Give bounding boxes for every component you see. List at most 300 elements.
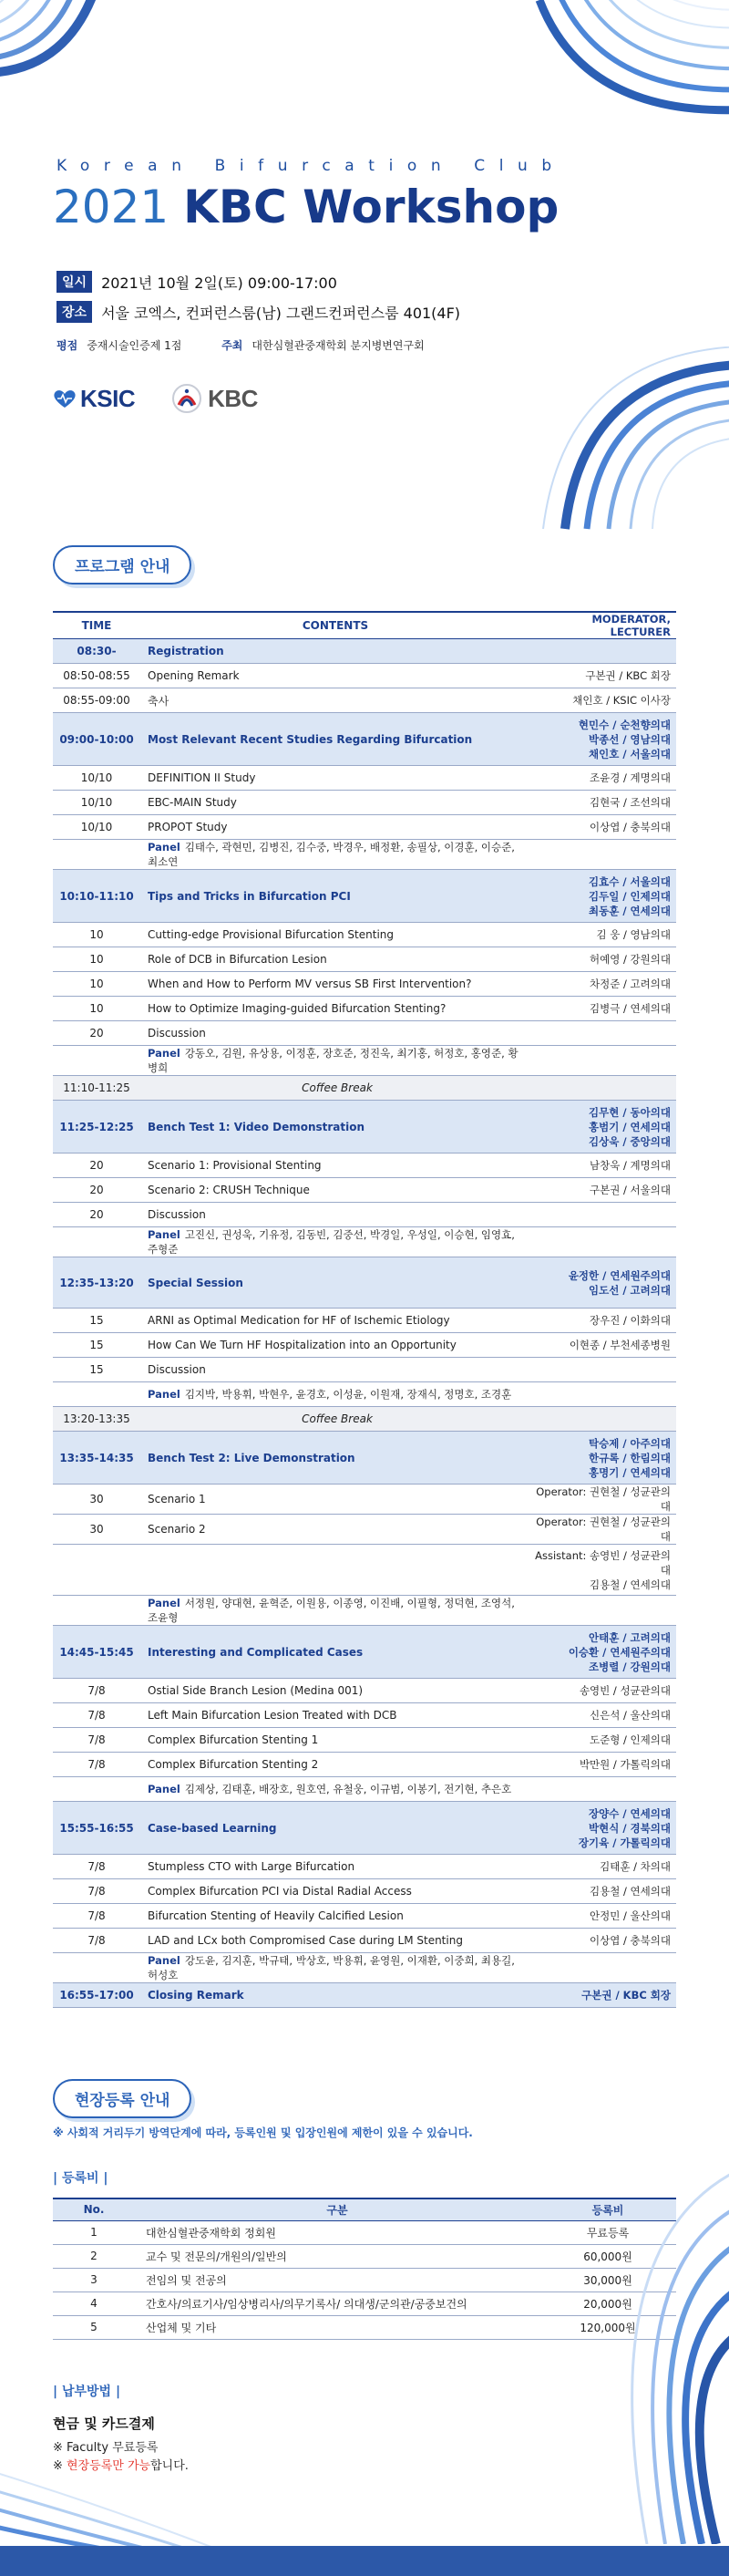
time-cell: 08:30- (53, 639, 140, 664)
fee-amount-cell: 120,000원 (539, 2315, 676, 2339)
title-year: 2021 (53, 181, 169, 233)
moderator-cell (530, 1203, 676, 1227)
moderator-name: 구본권 / KBC 회장 (585, 669, 671, 682)
contents-cell (140, 1046, 530, 1076)
contents-cell: Bench Test 1: Video Demonstration (140, 1101, 530, 1154)
moderator-cell (530, 791, 676, 815)
fee-no-cell: 4 (53, 2292, 135, 2315)
moderator-cell (530, 1777, 676, 1802)
program-row (53, 1154, 676, 1178)
moderator-cell (530, 1802, 676, 1855)
time-cell: 10 (53, 947, 140, 972)
moderator-name: 현민수 / 순천향의대 (578, 718, 671, 731)
fee-amount-cell: 무료등록 (539, 2220, 676, 2244)
time-cell: 10/10 (53, 791, 140, 815)
moderator-name: 조병렬 / 강원의대 (589, 1660, 671, 1673)
fee-heading: | 등록비 | (53, 2171, 108, 2186)
moderator-name: 구본권 / 서울의대 (590, 1184, 671, 1196)
program-row (53, 1333, 676, 1358)
fee-table-header (53, 2198, 676, 2220)
fee-header-fee: 등록비 (539, 2198, 676, 2220)
contents-cell (140, 1596, 530, 1626)
program-row (53, 1703, 676, 1728)
program-row (53, 1485, 676, 1515)
program-row (53, 1358, 676, 1382)
panel-label: Panel (148, 1597, 180, 1609)
time-cell (53, 1382, 140, 1407)
payment-note-suffix: 합니다. (150, 2459, 189, 2473)
time-cell: 13:35-14:35 (53, 1432, 140, 1485)
panel-label: Panel (148, 1047, 180, 1060)
payment-note-prefix: ※ (53, 2459, 67, 2473)
moderator-cell (530, 1333, 676, 1358)
fee-category-cell: 전임의 및 전공의 (135, 2268, 539, 2292)
session-row (53, 1626, 676, 1679)
contents-cell: Stumpless CTO with Large Bifurcation (140, 1855, 530, 1879)
break-row (53, 1076, 676, 1101)
moderator-name: 조윤경 / 계명의대 (590, 771, 671, 784)
program-row (53, 1021, 676, 1046)
time-cell: 7/8 (53, 1679, 140, 1703)
time-cell: 08:55-09:00 (53, 688, 140, 713)
time-cell: 7/8 (53, 1904, 140, 1929)
program-row (53, 1904, 676, 1929)
panel-names: 강도윤, 김지훈, 박규태, 박상호, 박용휘, 윤영원, 이재환, 이중희, 최용길, 허성호 (148, 1954, 515, 1981)
contents-cell (140, 1382, 530, 1407)
contents-cell: Complex Bifurcation Stenting 2 (140, 1753, 530, 1777)
venue-row (56, 301, 460, 323)
contents-cell: Closing Remark (140, 1983, 530, 2008)
contents-cell (140, 1227, 530, 1257)
time-cell: 30 (53, 1485, 140, 1515)
moderator-cell (530, 1076, 676, 1101)
time-cell: 10:10-11:10 (53, 870, 140, 923)
swirl-decoration-top-left (0, 0, 164, 119)
panel-names: 김지박, 박용휘, 박현우, 윤경호, 이성윤, 이원재, 장재식, 정명호, 조경훈 (184, 1388, 512, 1401)
time-cell: 12:35-13:20 (53, 1257, 140, 1309)
moderator-name: 김병극 / 연세의대 (590, 1002, 671, 1015)
moderator-name: 윤정한 / 연세원주의대 (568, 1268, 671, 1282)
program-row (53, 1929, 676, 1953)
moderator-cell (530, 923, 676, 947)
moderator-cell (530, 972, 676, 997)
moderator-cell (530, 1879, 676, 1904)
moderator-cell (530, 997, 676, 1021)
moderator-cell (530, 639, 676, 664)
payment-note-highlight: 현장등록만 가능 (67, 2459, 151, 2473)
moderator-name: 한규록 / 한림의대 (589, 1451, 671, 1464)
fee-no-cell: 2 (53, 2244, 135, 2268)
panel-row (53, 840, 676, 870)
moderator-cell (530, 1596, 676, 1626)
header-contents: CONTENTS (140, 612, 530, 639)
moderator-name: 홍명기 / 연세의대 (589, 1465, 671, 1479)
contents-cell: Case-based Learning (140, 1802, 530, 1855)
contents-cell: Most Relevant Recent Studies Regarding Bifurcation (140, 713, 530, 766)
time-cell: 14:45-15:45 (53, 1626, 140, 1679)
program-table (53, 611, 676, 2008)
time-cell: 15 (53, 1358, 140, 1382)
moderator-cell (530, 1626, 676, 1679)
date-text: 2021년 10월 2일(토) 09:00-17:00 (101, 274, 337, 292)
time-cell (53, 840, 140, 870)
time-cell: 09:00-10:00 (53, 713, 140, 766)
session-row (53, 870, 676, 923)
session-row (53, 1983, 676, 2008)
moderator-name: 장우진 / 이화의대 (590, 1314, 671, 1327)
time-cell: 20 (53, 1154, 140, 1178)
panel-row (53, 1046, 676, 1076)
moderator-name: 이승환 / 연세원주의대 (568, 1645, 671, 1659)
panel-row (53, 1382, 676, 1407)
moderator-cell (530, 1021, 676, 1046)
program-row (53, 1309, 676, 1333)
moderator-cell (530, 1929, 676, 1953)
ksic-logo-text: KSIC (80, 384, 136, 412)
program-row (53, 1515, 676, 1545)
program-row (53, 972, 676, 997)
program-row (53, 688, 676, 713)
moderator-name: 김용철 / 연세의대 (590, 1885, 671, 1898)
payment-title: 현금 및 카드결제 (53, 2416, 155, 2432)
moderator-cell (530, 766, 676, 791)
time-cell: 7/8 (53, 1879, 140, 1904)
program-row (53, 1728, 676, 1753)
fee-no-cell: 3 (53, 2268, 135, 2292)
moderator-name: 안태훈 / 고려의대 (589, 1630, 671, 1644)
registration-notice: ※ 사회적 거리두기 방역단계에 따라, 등록인원 및 입장인원에 제한이 있을 수 있습니다. (53, 2126, 473, 2139)
payment-heading: | 납부방법 | (53, 2385, 121, 2399)
time-cell (53, 1227, 140, 1257)
heart-icon (53, 388, 77, 409)
moderator-cell (530, 1983, 676, 2008)
contents-cell: Discussion (140, 1203, 530, 1227)
moderator-cell (530, 1855, 676, 1879)
moderator-cell (530, 840, 676, 870)
moderator-name: 박종선 / 영남의대 (589, 732, 671, 746)
contents-cell: Special Session (140, 1257, 530, 1309)
contents-cell: Scenario 1 (140, 1485, 530, 1515)
contents-cell: Role of DCB in Bifurcation Lesion (140, 947, 530, 972)
moderator-cell (530, 947, 676, 972)
credit-text: 중재시술인증제 1점 (87, 339, 182, 352)
time-cell: 20 (53, 1203, 140, 1227)
contents-cell: DEFINITION II Study (140, 766, 530, 791)
contents-cell: Opening Remark (140, 664, 530, 688)
moderator-cell (530, 1432, 676, 1485)
venue-text: 서울 코엑스, 컨퍼런스룸(남) 그랜드컨퍼런스룸 401(4F) (101, 304, 461, 322)
moderator-name: 차정준 / 고려의대 (590, 978, 671, 990)
moderator-cell (530, 1407, 676, 1432)
footer-band (0, 2546, 729, 2576)
moderator-name: 안정민 / 울산의대 (590, 1909, 671, 1922)
swirl-decoration-top-right (530, 0, 729, 137)
time-cell: 7/8 (53, 1753, 140, 1777)
moderator-name: 박만원 / 가톨릭의대 (579, 1758, 671, 1771)
contents-cell: Coffee Break (140, 1407, 530, 1432)
panel-row (53, 1777, 676, 1802)
session-row (53, 1432, 676, 1485)
moderator-name: 김현국 / 조선의대 (590, 796, 671, 809)
program-row (53, 1855, 676, 1879)
contents-cell: EBC-MAIN Study (140, 791, 530, 815)
page-title (53, 181, 559, 233)
moderator-name: 김상욱 / 중앙의대 (589, 1134, 671, 1148)
moderator-name: 박현식 / 경북의대 (589, 1821, 671, 1835)
fee-row (53, 2244, 676, 2268)
fee-row (53, 2315, 676, 2339)
fee-category-cell: 대한심혈관중재학회 정회원 (135, 2220, 539, 2244)
contents-cell: LAD and LCx both Compromised Case during LM Stenting (140, 1929, 530, 1953)
panel-label: Panel (148, 1228, 180, 1241)
moderator-cell (530, 1679, 676, 1703)
moderator-name: 이상엽 / 충북의대 (590, 1934, 671, 1947)
contents-cell: Bifurcation Stenting of Heavily Calcified Lesion (140, 1904, 530, 1929)
payment-note-faculty: ※ Faculty 무료등록 (53, 2441, 159, 2455)
time-cell (53, 1596, 140, 1626)
session-row (53, 1257, 676, 1309)
fee-header-no: No. (53, 2198, 135, 2220)
moderator-cell (530, 1904, 676, 1929)
club-name: Korean Bifurcation Club (56, 157, 566, 175)
moderator-name: 김 웅 / 영남의대 (596, 928, 671, 941)
ksic-logo (53, 385, 135, 413)
contents-cell (140, 840, 530, 870)
program-row (53, 1203, 676, 1227)
panel-names: 고진신, 권성욱, 기유정, 김동빈, 김중선, 박경일, 우성일, 이승현, 임영효, 주형준 (148, 1228, 515, 1256)
contents-cell: Ostial Side Branch Lesion (Medina 001) (140, 1679, 530, 1703)
moderator-name: 장양수 / 연세의대 (589, 1806, 671, 1820)
contents-cell: Scenario 1: Provisional Stenting (140, 1154, 530, 1178)
fee-header-category: 구분 (135, 2198, 539, 2220)
contents-cell (140, 1953, 530, 1983)
time-cell: 13:20-13:35 (53, 1407, 140, 1432)
fee-table-body (53, 2220, 676, 2339)
fee-table (53, 2198, 676, 2340)
payment-note-onsite (53, 2456, 189, 2473)
moderator-name: 김용철 / 연세의대 (590, 1578, 671, 1591)
moderator-name: 남창욱 / 계명의대 (590, 1159, 671, 1172)
program-row (53, 766, 676, 791)
panel-names: 김태수, 곽현민, 김병진, 김수중, 박경우, 배정환, 송필상, 이경훈, 이승준, 최소연 (148, 841, 515, 868)
time-cell: 10 (53, 923, 140, 947)
time-cell: 7/8 (53, 1703, 140, 1728)
time-cell: 15:55-16:55 (53, 1802, 140, 1855)
kbc-logo (171, 383, 258, 414)
time-cell: 10/10 (53, 766, 140, 791)
program-table-body (53, 639, 676, 2008)
time-cell: 7/8 (53, 1929, 140, 1953)
venue-tag: 장소 (56, 301, 92, 323)
moderator-cell (530, 1703, 676, 1728)
program-row (53, 815, 676, 840)
moderator-name: 장기육 / 가톨릭의대 (578, 1836, 671, 1849)
contents-cell: Left Main Bifurcation Lesion Treated with DCB (140, 1703, 530, 1728)
moderator-name: 채인호 / KSIC 이사장 (572, 694, 671, 707)
header-time: TIME (53, 612, 140, 639)
time-cell: 20 (53, 1021, 140, 1046)
moderator-cell (530, 713, 676, 766)
moderator-name: 김효수 / 서울의대 (589, 874, 671, 888)
panel-row (53, 1227, 676, 1257)
moderator-name: 채인호 / 서울의대 (589, 747, 671, 760)
moderator-cell (530, 1515, 676, 1545)
time-cell: 10 (53, 972, 140, 997)
moderator-name: 송영빈 / 성균관의대 (579, 1684, 671, 1697)
fee-row (53, 2292, 676, 2315)
time-cell (53, 1777, 140, 1802)
contents-cell: How to Optimize Imaging-guided Bifurcation Stenting? (140, 997, 530, 1021)
moderator-name: Operator: 권현철 / 성균관의대 (536, 1516, 671, 1543)
host-text: 대한심혈관중재학회 분지병변연구회 (252, 339, 425, 352)
contents-cell: 축사 (140, 688, 530, 713)
program-row (53, 1545, 676, 1596)
date-tag: 일시 (56, 271, 92, 293)
fee-category-cell: 교수 및 전문의/개원의/일반의 (135, 2244, 539, 2268)
panel-label: Panel (148, 1388, 180, 1401)
moderator-cell (530, 1358, 676, 1382)
time-cell (53, 1046, 140, 1076)
time-cell: 11:25-12:25 (53, 1101, 140, 1154)
panel-label: Panel (148, 1783, 180, 1795)
time-cell: 10/10 (53, 815, 140, 840)
break-row (53, 1407, 676, 1432)
moderator-name: 홍범기 / 연세의대 (589, 1120, 671, 1133)
credit-label: 평점 (56, 339, 78, 352)
panel-label: Panel (148, 1954, 180, 1967)
moderator-name: 김두일 / 인제의대 (589, 889, 671, 903)
time-cell (53, 1545, 140, 1596)
time-cell: 08:50-08:55 (53, 664, 140, 688)
moderator-name: 신은석 / 울산의대 (590, 1709, 671, 1722)
contents-cell (140, 1777, 530, 1802)
moderator-name: 이상엽 / 충북의대 (590, 821, 671, 833)
time-cell: 7/8 (53, 1728, 140, 1753)
panel-names: 김제상, 김태훈, 배장호, 원호연, 유철웅, 이규범, 이봉기, 전기현, 추은호 (184, 1783, 512, 1795)
header-moderator: MODERATOR, LECTURER (530, 612, 676, 639)
contents-cell: Scenario 2: CRUSH Technique (140, 1178, 530, 1203)
moderator-name: 이현종 / 부천세종병원 (569, 1339, 671, 1351)
registration-section-label: 현장등록 안내 (53, 2079, 191, 2118)
fee-amount-cell: 20,000원 (539, 2292, 676, 2315)
moderator-cell (530, 1545, 676, 1596)
time-cell: 15 (53, 1333, 140, 1358)
moderator-cell (530, 1753, 676, 1777)
program-row (53, 664, 676, 688)
moderator-cell (530, 1257, 676, 1309)
contents-cell: Interesting and Complicated Cases (140, 1626, 530, 1679)
fee-amount-cell: 60,000원 (539, 2244, 676, 2268)
fee-row (53, 2220, 676, 2244)
moderator-name: 김무현 / 동아의대 (589, 1105, 671, 1119)
fee-no-cell: 5 (53, 2315, 135, 2339)
contents-cell: Tips and Tricks in Bifurcation PCI (140, 870, 530, 923)
logo-row (53, 383, 294, 414)
panel-names: 강동오, 김원, 유상용, 이정훈, 장호준, 정진욱, 최기홍, 허정호, 홍영준, 황병희 (148, 1047, 519, 1074)
moderator-name: 탁승제 / 아주의대 (589, 1436, 671, 1450)
contents-cell (140, 1545, 530, 1596)
moderator-cell (530, 688, 676, 713)
session-row (53, 1802, 676, 1855)
program-row (53, 1178, 676, 1203)
fee-category-cell: 산업체 및 기타 (135, 2315, 539, 2339)
contents-cell: Discussion (140, 1358, 530, 1382)
moderator-name: Operator: 권현철 / 성균관의대 (536, 1485, 671, 1513)
panel-row (53, 1596, 676, 1626)
fee-no-cell: 1 (53, 2220, 135, 2244)
moderator-name: 임도선 / 고려의대 (589, 1283, 671, 1297)
header (0, 0, 729, 492)
time-cell: 10 (53, 997, 140, 1021)
kbc-logo-text: KBC (208, 384, 258, 412)
program-section-label: 프로그램 안내 (53, 545, 191, 585)
moderator-cell (530, 664, 676, 688)
moderator-cell (530, 1728, 676, 1753)
contents-cell: ARNI as Optimal Medication for HF of Ischemic Etiology (140, 1309, 530, 1333)
program-row (53, 923, 676, 947)
contents-cell: PROPOT Study (140, 815, 530, 840)
moderator-cell (530, 1309, 676, 1333)
program-row (53, 947, 676, 972)
fee-amount-cell: 30,000원 (539, 2268, 676, 2292)
contents-cell: Scenario 2 (140, 1515, 530, 1545)
fee-category-cell: 간호사/의료기사/임상병리사/의무기록사/ 의대생/군의관/공중보건의 (135, 2292, 539, 2315)
program-row (53, 791, 676, 815)
moderator-cell (530, 1046, 676, 1076)
panel-row (53, 1953, 676, 1983)
host-label: 주최 (221, 339, 243, 352)
time-cell (53, 1953, 140, 1983)
moderator-name: 김태훈 / 차의대 (600, 1860, 671, 1873)
moderator-cell (530, 1154, 676, 1178)
contents-cell: Registration (140, 639, 530, 664)
time-cell: 7/8 (53, 1855, 140, 1879)
moderator-name: 구본권 / KBC 회장 (581, 1989, 671, 2002)
kbc-emblem-icon (171, 383, 202, 414)
contents-cell: Coffee Break (140, 1076, 530, 1101)
moderator-cell (530, 870, 676, 923)
time-cell: 20 (53, 1178, 140, 1203)
contents-cell: Complex Bifurcation Stenting 1 (140, 1728, 530, 1753)
session-row (53, 639, 676, 664)
contents-cell: How Can We Turn HF Hospitalization into an Opportunity (140, 1333, 530, 1358)
fee-row (53, 2268, 676, 2292)
program-row (53, 1679, 676, 1703)
moderator-name: 허예영 / 강원의대 (590, 953, 671, 966)
swirl-decoration-right (510, 347, 729, 538)
moderator-name: 도준형 / 인제의대 (590, 1733, 671, 1746)
time-cell: 30 (53, 1515, 140, 1545)
moderator-cell (530, 1227, 676, 1257)
program-row (53, 997, 676, 1021)
moderator-cell (530, 815, 676, 840)
program-row (53, 1753, 676, 1777)
moderator-cell (530, 1485, 676, 1515)
contents-cell: Bench Test 2: Live Demonstration (140, 1432, 530, 1485)
contents-cell: Complex Bifurcation PCI via Distal Radial Access (140, 1879, 530, 1904)
time-cell: 15 (53, 1309, 140, 1333)
title-name: KBC Workshop (183, 181, 560, 233)
contents-cell: Discussion (140, 1021, 530, 1046)
panel-names: 서정원, 양대현, 윤혁준, 이원용, 이종영, 이진배, 이필형, 정덕현, 조영석, 조윤형 (148, 1597, 515, 1624)
contents-cell: Cutting-edge Provisional Bifurcation Stenting (140, 923, 530, 947)
moderator-name: 최동훈 / 연세의대 (589, 904, 671, 917)
moderator-cell (530, 1953, 676, 1983)
program-row (53, 1879, 676, 1904)
session-row (53, 713, 676, 766)
moderator-cell (530, 1178, 676, 1203)
credit-host-row (56, 337, 461, 353)
